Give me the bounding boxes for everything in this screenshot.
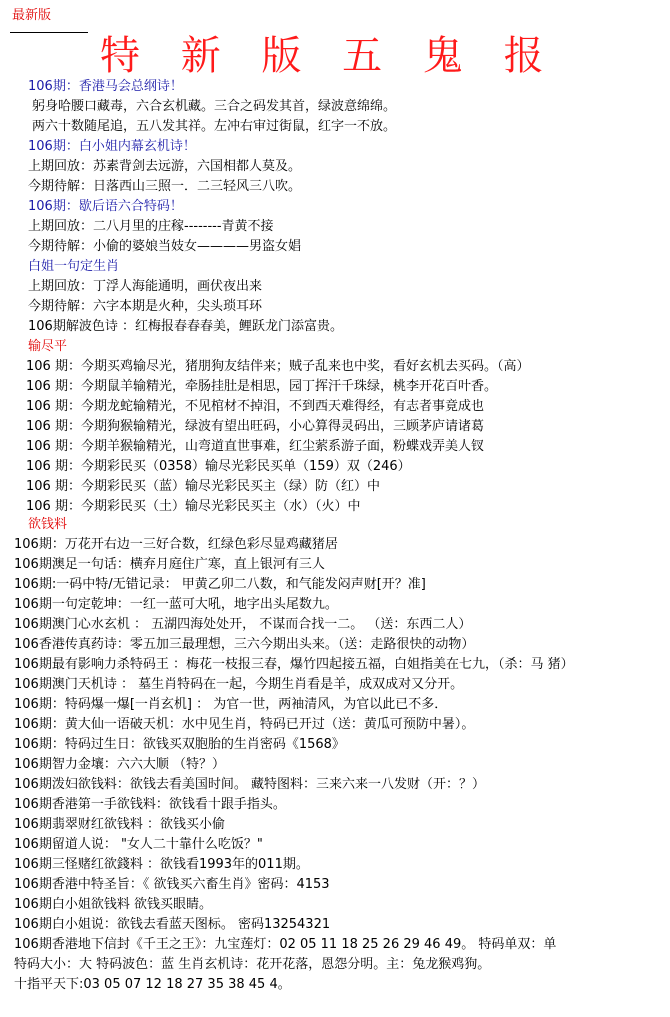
section-heading: 欲钱料 (28, 517, 68, 532)
section-subheading: 106期：歇后语六合特码！ (28, 199, 183, 214)
text-line: 106期一句定乾坤：一红一蓝可大吼，地字出头尾数九。 (14, 597, 338, 612)
section-money-clues (0, 515, 670, 995)
edition-label: 最新版 (12, 8, 52, 23)
text-line: 今期待解：日落西山三照一．二三轻风三八吹。 (28, 179, 302, 194)
text-line: 106 期：今期彩民买（0358）输尽光彩民买单（159）双（246） (26, 459, 411, 474)
text-line: 今期待解：小偷的婆娘当妓女————男盗女娼 (28, 239, 302, 254)
text-line: 106期泼妇欲钱料：欲钱去看美国时间。 藏特图料：三来六来一八发财（开：？） (14, 777, 485, 792)
text-line: 106 期：今期羊猴输精光，山弯道直世事难，红尘萦系游子面，粉蝶戏弄美人钗 (26, 439, 484, 454)
section-lines (0, 357, 670, 517)
text-line: 十指平天下:03 05 07 12 18 27 35 38 45 4。 (14, 977, 291, 992)
text-line: 106期：万花开右边一三好合数，红绿色彩尽显鸡藏猪居 (14, 537, 338, 552)
text-line: 上期回放：苏素背剑去远游，六国相都人莫及。 (28, 159, 302, 174)
text-line: 106期澳门心水玄机 ： 五湖四海处处开， 不谋而合找一二。 （送：东西二人） (14, 617, 472, 632)
text-line: 106期：黄大仙一语破天机：水中见生肖，特码已开过（送：黄瓜可预防中暑）。 (14, 717, 475, 732)
text-line: 106期解波色诗 ：红梅报春春春美，鲤跃龙门添富贵。 (28, 319, 343, 334)
text-line: 106 期：今期龙蛇输精光，不见棺材不掉泪，不到西天难得经，有志者事竟成也 (26, 399, 484, 414)
text-line: 106期香港地下信封《千王之王》：九宝莲灯：02 05 11 18 25 26 29 46 49。 特码单双：单 (14, 937, 557, 952)
text-line: 106期澳足一句话：横弃月庭住广寒，直上银河有三人 (14, 557, 325, 572)
text-line: 106香港传真药诗：零五加三最理想，三六今期出头来。（送：走路很快的动物） (14, 637, 475, 652)
text-line: 106期香港第一手欲钱料：欲钱看十跟手指头。 (14, 797, 286, 812)
page-title: 特 新 版 五 鬼 报 (100, 33, 558, 79)
text-line: 106期最有影响力杀特码王 ：梅花一枝报三春，爆竹四起接五福，白姐指美在七九，（杀：马 猪） (14, 657, 574, 672)
text-line: 106期翡翠财红欲钱料 ：欲钱买小偷 (14, 817, 225, 832)
section-subheading: 106期：香港马会总纲诗！ (28, 79, 183, 94)
text-line: 106 期：今期买鸡输尽光，猪朋狗友结伴来；贼子乱来也中奖，看好玄机去买码。（高） (26, 359, 530, 374)
text-line: 106期:一码中特/无错记录： 甲黄乙卯二八数，和气能发闷声财[开？准] (14, 577, 426, 592)
text-line: 106期留道人说： "女人二十靠什么吃饭？" (14, 837, 263, 852)
section-heading: 输尽平 (28, 339, 68, 354)
section-subheading: 白姐一句定生肖 (28, 259, 120, 274)
text-line: 106期三怪赌红欲錢料 ：欲钱看1993年的011期。 (14, 857, 309, 872)
text-line: 106 期：今期狗猴输精光，绿波有望出旺码，小心算得灵码出，三顾茅庐请诸葛 (26, 419, 484, 434)
text-line: 上期回放：二八月里的庄稼--------青黄不接 (28, 219, 274, 234)
text-line: 今期待解：六字本期是火种，尖头琐耳环 (28, 299, 263, 314)
section-subheading: 106期：白小姐内幕玄机诗！ (28, 139, 196, 154)
text-line: 106 期：今期鼠羊输精光，牵肠挂肚是相思，园丁挥汗千珠绿，桃李开花百叶香。 (26, 379, 497, 394)
text-line: 106期白小姐说：欲钱去看蓝天图标。 密码13254321 (14, 917, 331, 932)
section-lines (0, 535, 670, 995)
divider-line (10, 32, 88, 33)
text-line: 106期智力金壤：六六大顺 （特？） (14, 757, 225, 772)
text-line: 106期：特码过生日：欲钱买双胞胎的生肖密码《1568》 (14, 737, 345, 752)
section-lose-all (0, 337, 670, 517)
text-line: 106 期：今期彩民买（蓝）输尽光彩民买主（绿）防（红）中 (26, 479, 380, 494)
text-line: 106期澳门天机诗 ： 墓生肖特码在一起，今期生肖看是羊，成双成对又分开。 (14, 677, 464, 692)
text-line: 上期回放：丁浮人海能通明，画伏夜出来 (28, 279, 263, 294)
text-line: 躬身哈腰口藏毒，六合玄机藏。三合之码发其首，绿波意绵绵。 (32, 99, 397, 114)
text-line: 两六十数随尾追，五八发其祥。左冲右审过街鼠，红字一不放。 (32, 119, 397, 134)
text-line: 特码大小：大 特码波色：蓝 生肖玄机诗：花开花落，恩怨分明。主：兔龙猴鸡狗。 (14, 957, 491, 972)
text-line: 106期白小姐欲钱料 欲钱买眼睛。 (14, 897, 212, 912)
text-line: 106期：特码爆一爆[一肖玄机] ： 为官一世，两袖清风，为官以此已不多． (14, 697, 448, 712)
text-line: 106 期：今期彩民买（土）输尽光彩民买主（水）（火）中 (26, 499, 361, 514)
section-mahui-poems (0, 77, 670, 337)
text-line: 106期香港中特圣旨：《 欲钱买六畜生肖》密码：4153 (14, 877, 330, 892)
